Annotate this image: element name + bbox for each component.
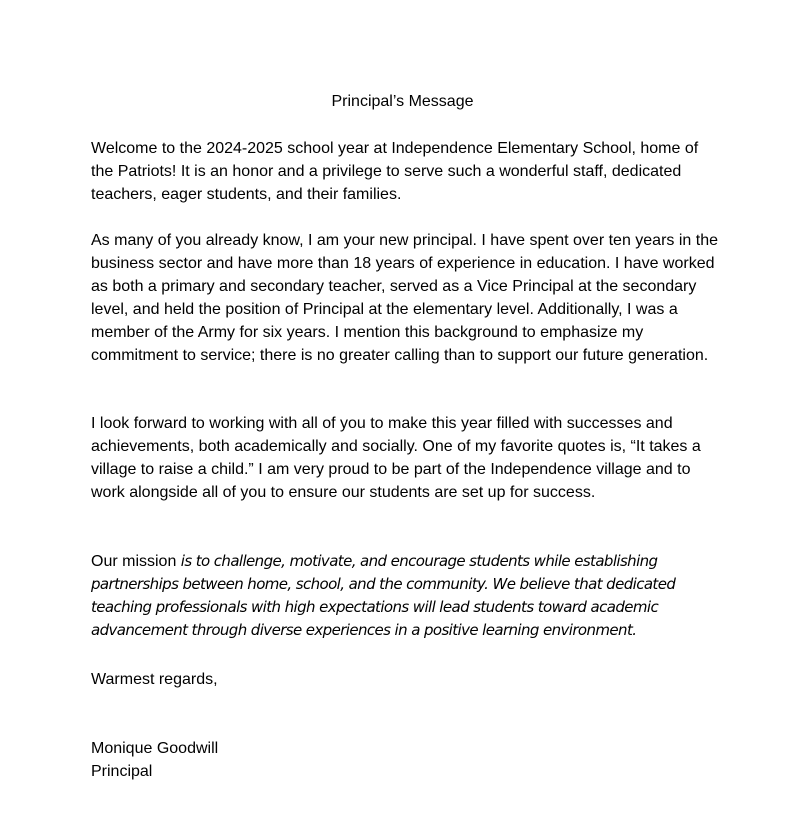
- welcome-paragraph: Welcome to the 2024-2025 school year at Independence Elementary School, home of the Patriots! It is an honor and a privilege to serve such a wonderful staff, dedicated teachers, eager students, and their families.: [91, 140, 699, 203]
- signature-title: Principal: [91, 763, 153, 780]
- closing-salutation: Warmest regards,: [91, 671, 218, 688]
- signature-name: Monique Goodwill: [91, 740, 219, 757]
- mission-statement: is to challenge, motivate, and encourage students while establishing partnerships between home, school, and the community. We believe that dedicated teaching professionals with high expectations will lead students toward academic advancement through diverse experiences in a positive learning environment.: [91, 552, 676, 639]
- background-paragraph: As many of you already know, I am your new principal. I have spent over ten years in the business sector and have more than 18 years of experience in education. I have worked as both a primary and secondary teacher, served as a Vice Principal at the secondary level, and held the position of Principal at the elementary level. Additionally, I was a member of the Army for six years. I mention this background to emphasize my commitment to service; there is no greater calling than to support our future generation.: [91, 232, 718, 364]
- mission-paragraph: [91, 550, 721, 642]
- mission-lead: Our mission: [91, 553, 181, 570]
- page-title: Principal’s Message: [331, 93, 474, 110]
- village-paragraph: I look forward to working with all of you to make this year filled with successes and achievements, both academically and socially. One of my favorite quotes is, “It takes a village to raise a child.” I am very proud to be part of the Independence village and to work alongside all of you to ensure our students are set up for success.: [91, 415, 701, 501]
